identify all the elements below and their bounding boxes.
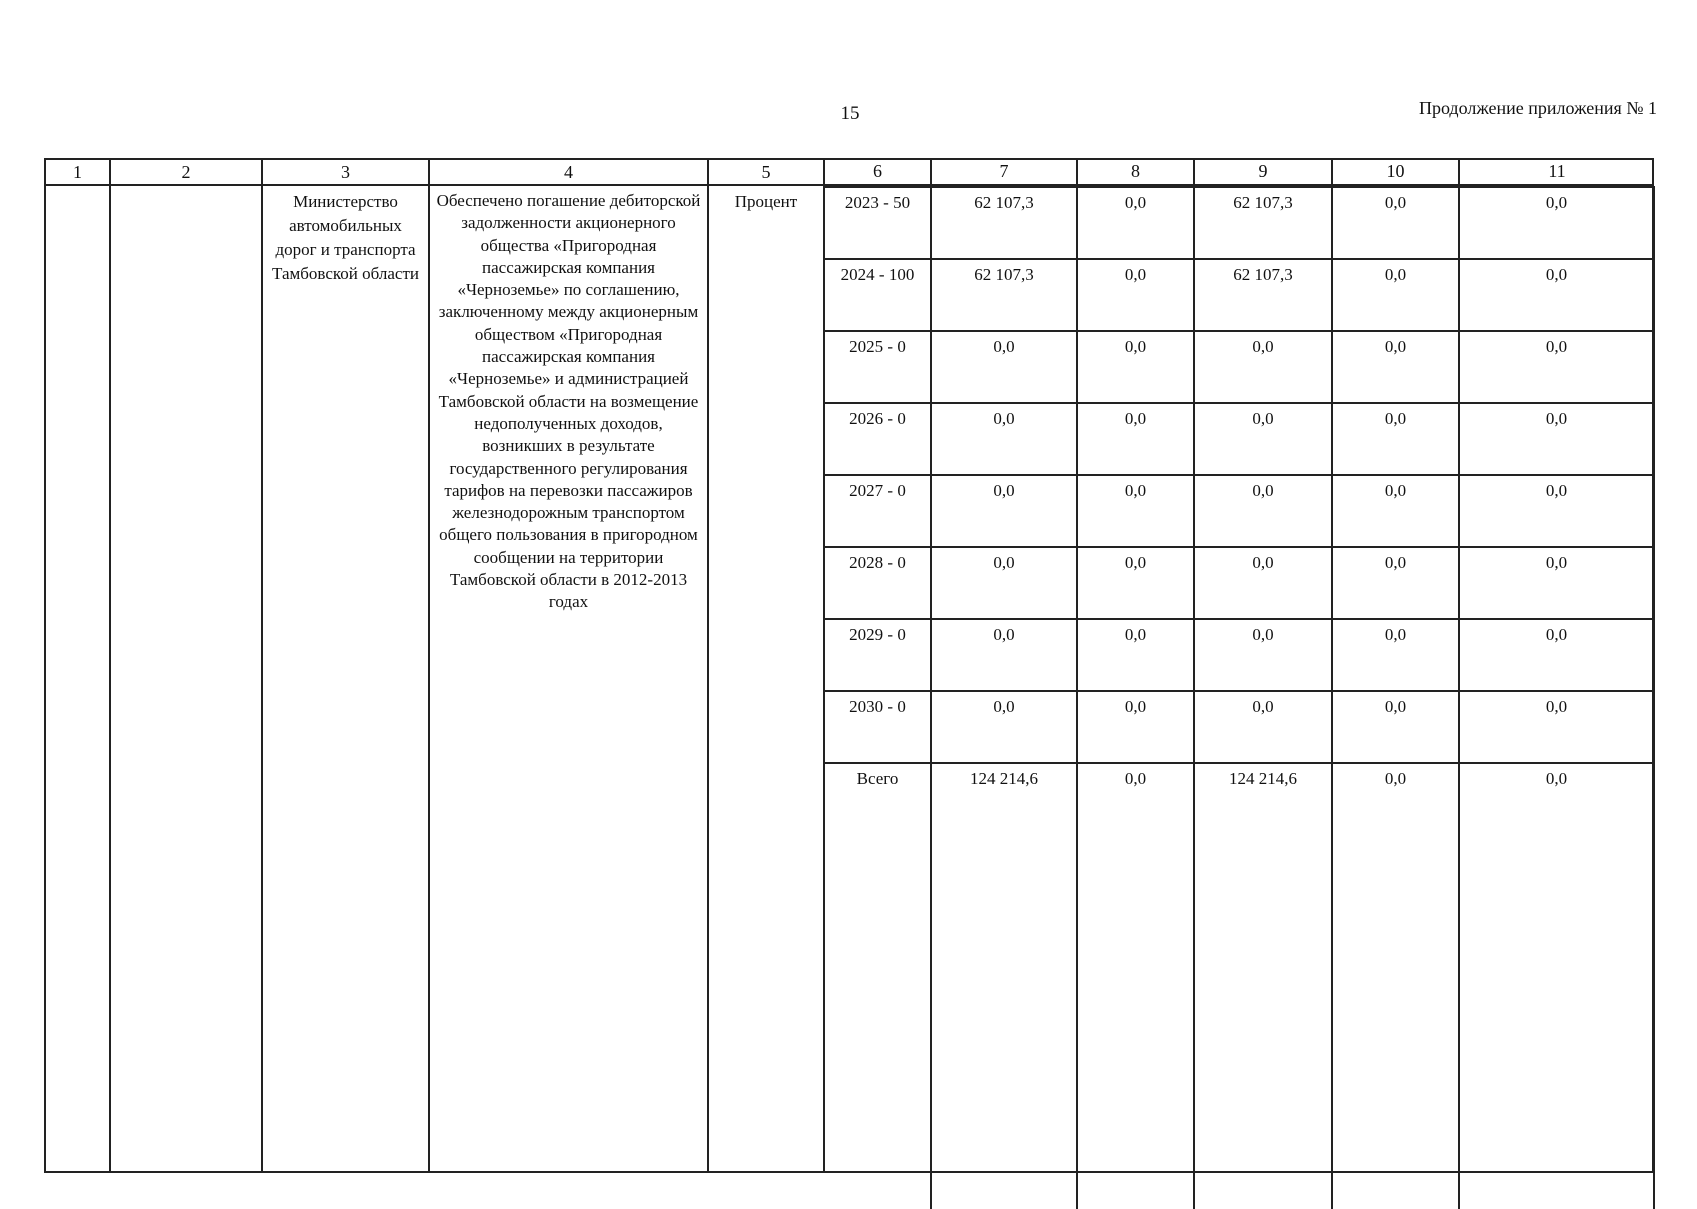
value-cell-c10: 0,0 [1332,331,1459,403]
value-cell-c8: 0,0 [1077,547,1194,619]
value-cell-c10: 0,0 [1332,691,1459,763]
value-cell-c8: 0,0 [1077,331,1194,403]
year-row [825,691,1654,763]
value-cell-c6: 2025 - 0 [825,331,931,403]
value-cell-c10: 0,0 [1332,475,1459,547]
appendix-table [44,158,1654,1173]
value-cell-c6: 2026 - 0 [825,403,931,475]
value-cell-c9: 0,0 [1194,547,1332,619]
value-cell-c8: 0,0 [1077,187,1194,259]
year-row [825,331,1654,403]
header-cell: 8 [1077,160,1194,184]
value-cell-c8: 0,0 [1077,475,1194,547]
value-cell-c6: 2030 - 0 [825,691,931,763]
header-cell: 1 [45,159,110,185]
year-row [825,259,1654,331]
appendix-note: Продолжение приложения № 1 [1418,98,1657,118]
value-cell-c6: 2029 - 0 [825,619,931,691]
value-cell-c11: 0,0 [1459,619,1654,691]
header-cell: 7 [931,160,1077,184]
header-cell: 2 [110,159,262,185]
value-cell-c6: 2024 - 100 [825,259,931,331]
yearly-values-cell [824,185,1653,1172]
value-cell-c11: 0,0 [1459,331,1654,403]
unit-cell [708,185,824,1172]
year-row [825,619,1654,691]
value-cell-c10: 0,0 [1332,403,1459,475]
value-cell-c7: 0,0 [931,331,1077,403]
header-cell: 3 [262,159,429,185]
responsible-ministry-cell [262,185,429,1172]
unit-of-measure: Процент [734,192,798,211]
value-cell-c11: 0,0 [1459,259,1654,331]
value-cell-c8: 0,0 [1077,619,1194,691]
value-cell-c8: 0,0 [1077,691,1194,763]
value-cell-c9: 0,0 [1194,475,1332,547]
value-cell-c11: 0,0 [1459,475,1654,547]
value-cell-c7: 0,0 [931,403,1077,475]
value-cell-c9: 0,0 [1194,691,1332,763]
value-cell-c10: 0,0 [1332,259,1459,331]
header-row [45,159,1653,185]
value-cell-c9: 62 107,3 [1194,187,1332,259]
value-cell-c7: 0,0 [931,691,1077,763]
value-cell-c9: 0,0 [1194,403,1332,475]
value-cell-c10: 0,0 [1332,547,1459,619]
yearly-values-table [825,186,1655,1209]
value-cell-c7: 62 107,3 [931,259,1077,331]
header-cell: 5 [708,159,824,185]
value-cell-c10: 0,0 [1332,619,1459,691]
responsible-ministry: Министерство автомобильных дорог и транспорта Тамбовской области [272,192,419,283]
value-cell-c7: 0,0 [931,619,1077,691]
year-row [825,403,1654,475]
indicator-description-cell [429,185,708,1172]
table-row [45,185,1653,1172]
value-cell-c8: 0,0 [1077,763,1194,1209]
value-cell-c7: 62 107,3 [931,187,1077,259]
col2-cell [110,185,262,1172]
value-cell-c6: 2028 - 0 [825,547,931,619]
value-cell-c10: 0,0 [1332,187,1459,259]
value-cell-c9: 62 107,3 [1194,259,1332,331]
header-cell: 4 [429,159,708,185]
value-cell-c11: 0,0 [1459,763,1654,1209]
year-row [825,475,1654,547]
header-group [824,159,1653,185]
value-cell-c9: 124 214,6 [1194,763,1332,1209]
header-cell: 10 [1332,160,1459,184]
value-cell-c9: 0,0 [1194,331,1332,403]
year-row [825,547,1654,619]
value-cell-c11: 0,0 [1459,187,1654,259]
header-cell: 11 [1548,161,1566,181]
value-cell-c7: 124 214,6 [931,763,1077,1209]
header-cell: 6 [825,160,931,184]
value-cell-c6: 2027 - 0 [825,475,931,547]
value-cell-c7: 0,0 [931,547,1077,619]
value-cell-c6: Всего [825,763,931,1209]
value-cell-c10: 0,0 [1332,763,1459,1209]
indicator-description: Обеспечено погашение дебиторской задолженности акционерного общества «Пригородная пассажирская компания «Черноземье» по соглашению, заключенному между акционерным обществом «Пригородная пассажирская компания «Черноземье» и администрацией Тамбовской области на возмещение недополученных доходов, возникших в результате государственного регулирования тарифов на перевозки пассажиров железнодорожным транспортом общего пользования в пригородном сообщении на территории Тамбовской области в 2012-2013 годах [436,191,701,612]
value-cell-c11: 0,0 [1459,691,1654,763]
value-cell-c11: 0,0 [1459,403,1654,475]
value-cell-c8: 0,0 [1077,259,1194,331]
value-cell-c7: 0,0 [931,475,1077,547]
total-row [825,763,1654,1209]
value-cell-c8: 0,0 [1077,403,1194,475]
col1-cell [45,185,110,1172]
year-row [825,187,1654,259]
value-cell-c6: 2023 - 50 [825,187,931,259]
page-number: 15 [840,103,860,124]
header-cell: 9 [1194,160,1332,184]
value-cell-c9: 0,0 [1194,619,1332,691]
value-cell-c11: 0,0 [1459,547,1654,619]
